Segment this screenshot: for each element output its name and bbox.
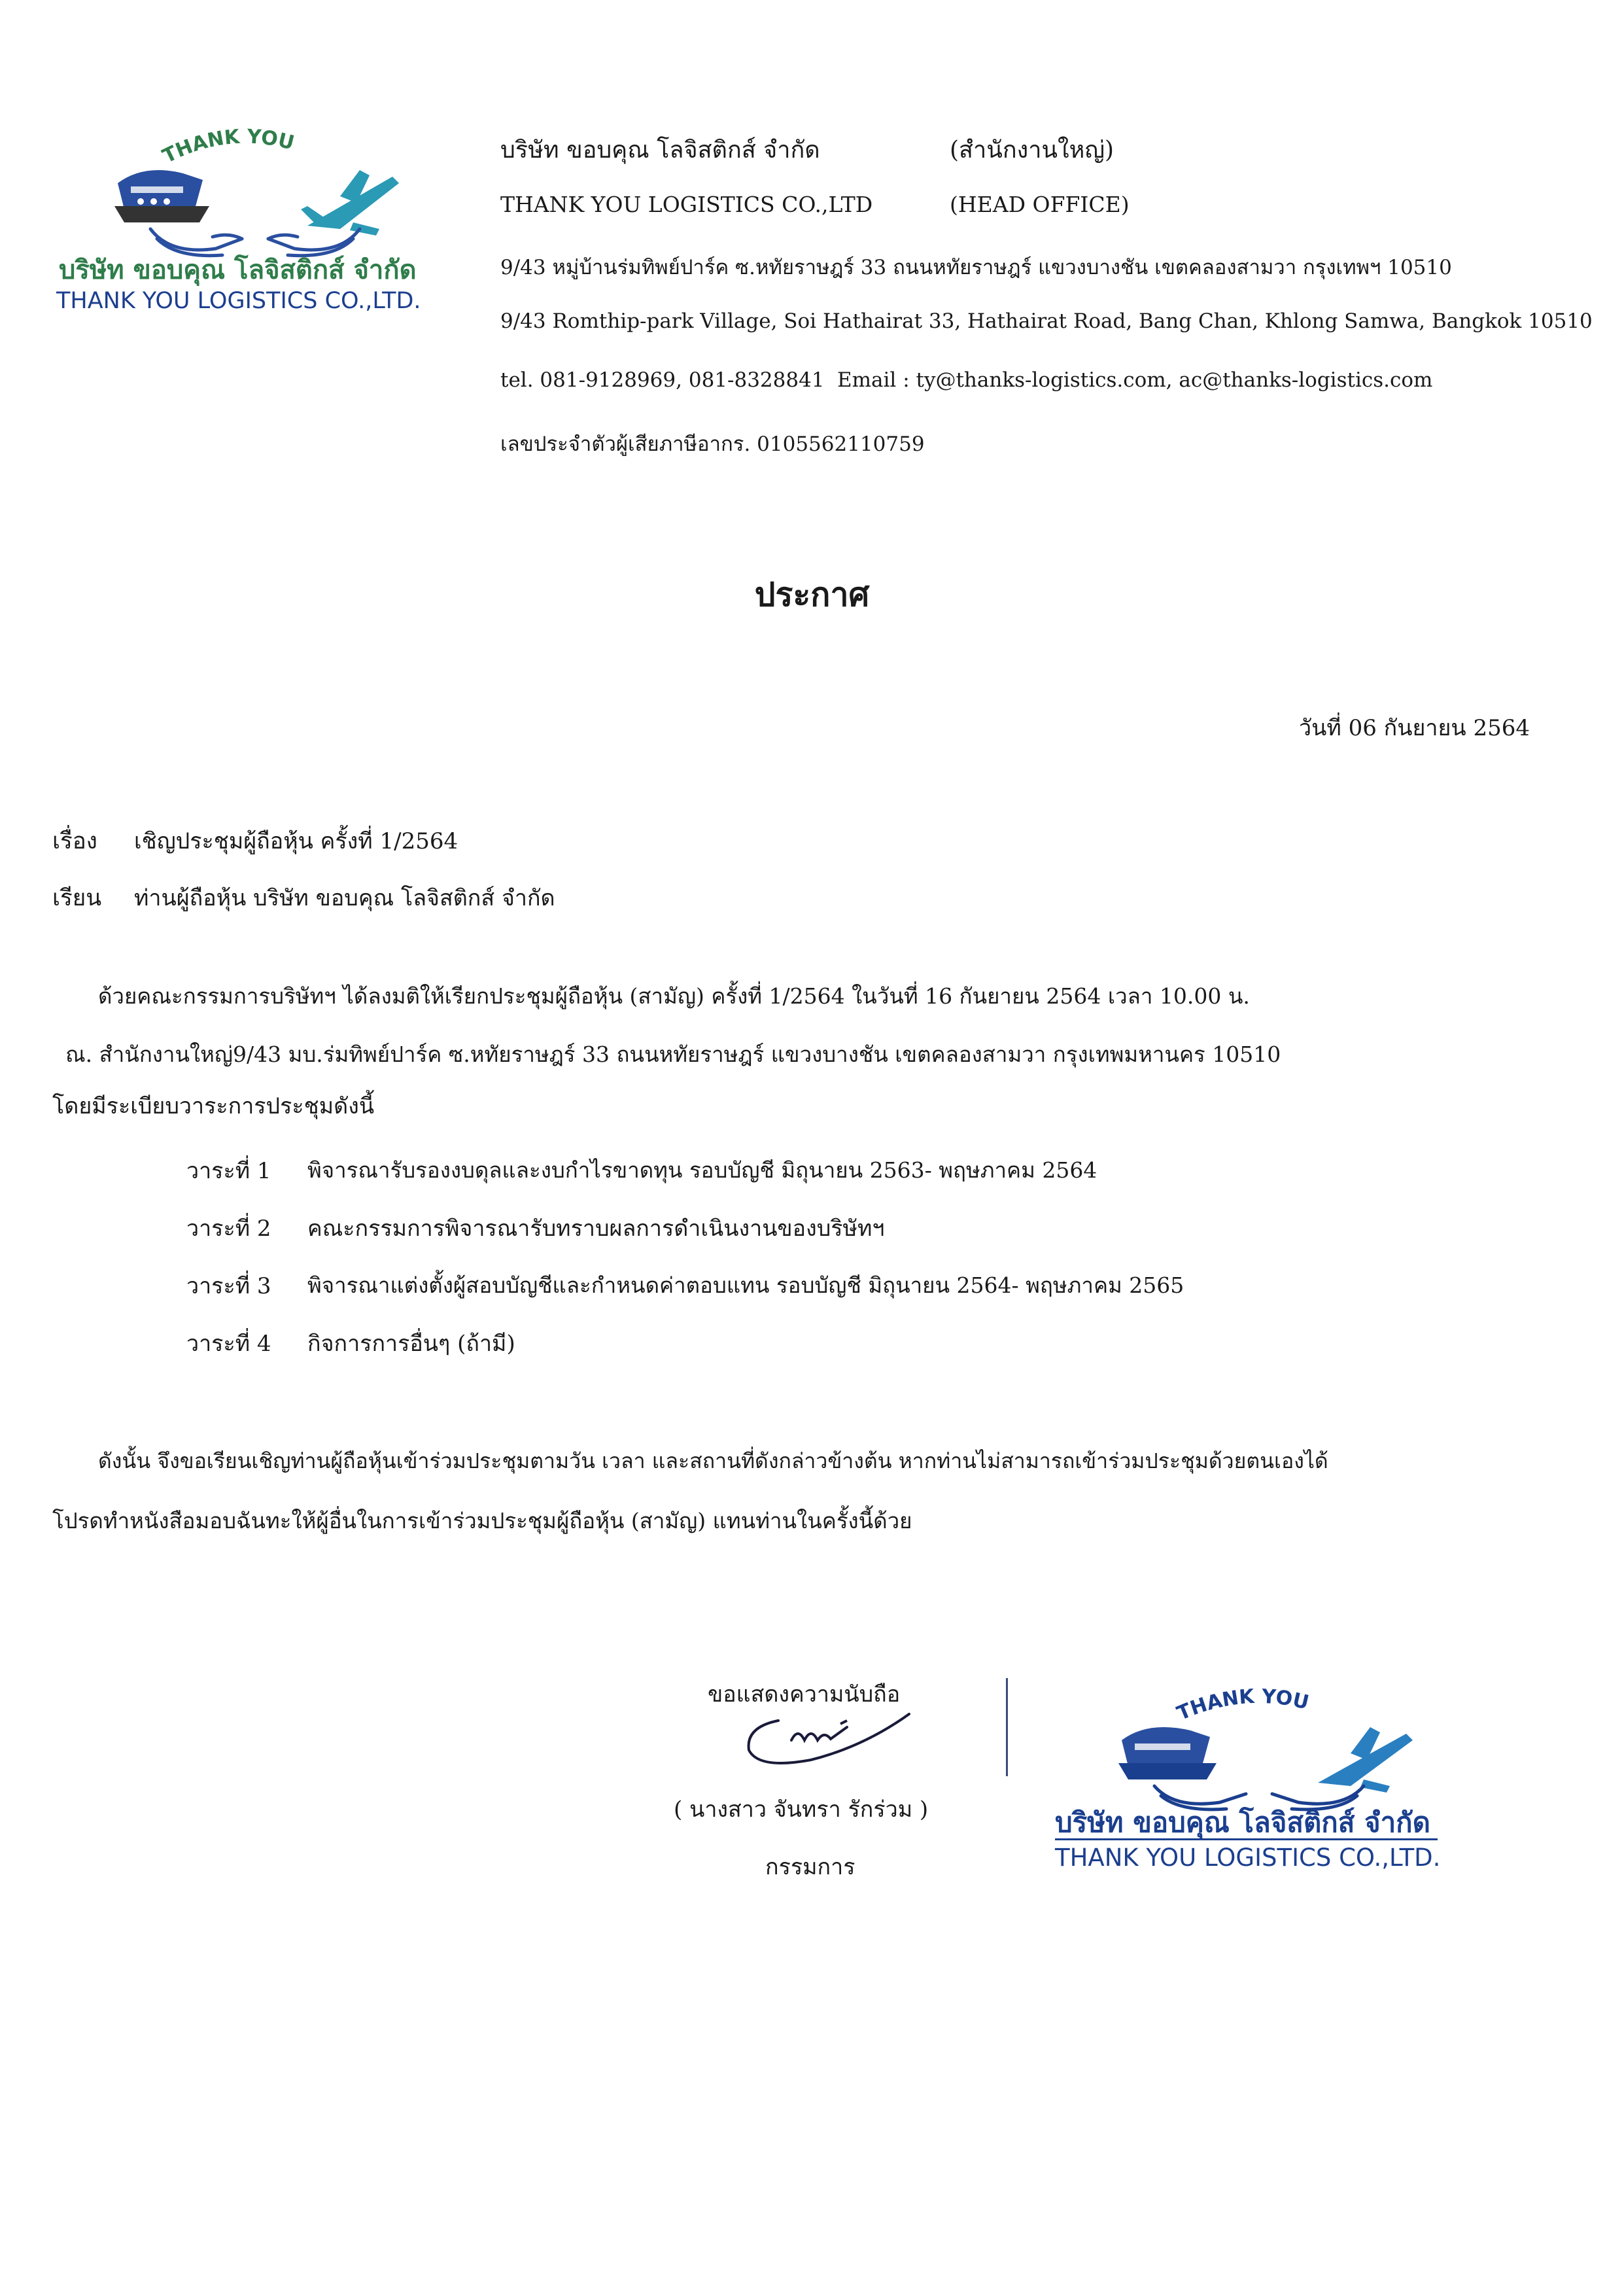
stamp-plane-icon (1318, 1727, 1413, 1793)
closing-line-2: โปรดทำหนังสือมอบฉันทะให้ผู้อื่นในการเข้าร่วมประชุมผู้ถือหุ้น (สามัญ) แทนท่านในครั้งนี้ด้วย (52, 1508, 912, 1533)
svg-text:THANK YOU (159, 126, 296, 168)
header-company-th: บริษัท ขอบคุณ โลจิสติกส์ จำกัด (500, 137, 820, 164)
header-head-office-en: (HEAD OFFICE) (950, 192, 1130, 217)
header-company-en: THANK YOU LOGISTICS CO.,LTD (500, 192, 873, 217)
logo-banner-text: THANK YOU (159, 125, 297, 168)
recipient-label: เรียน (52, 885, 102, 911)
intro-line-2: ณ. สำนักงานใหญ่9/43 มบ.ร่มทิพย์ปาร์ค ซ.หทัยราษฎร์ 33 ถนนหทัยราษฎร์ แขวงบางชัน เขตคลองสามวา กรุงเทพมหานคร 10510 (65, 1042, 1281, 1067)
agenda-text-3: พิจารณาแต่งตั้งผู้สอบบัญชีและกำหนดค่าตอบแทน รอบบัญชี มิถุนายน 2564- พฤษภาคม 2565 (307, 1272, 1184, 1298)
signature-respect: ขอแสดงความนับถือ (708, 1681, 901, 1708)
logo-name-en: THANK YOU LOGISTICS CO.,LTD. (56, 288, 421, 314)
header-tax-id: เลขประจำตัวผู้เสียภาษีอากร. 0105562110759 (500, 432, 925, 456)
stamp-name-th: บริษัท ขอบคุณ โลจิสติกส์ จำกัด (1055, 1806, 1430, 1838)
document-date: วันที่ 06 กันยายน 2564 (1299, 715, 1530, 741)
intro-line-1: ด้วยคณะกรรมการบริษัทฯ ได้ลงมติให้เรียกประชุมผู้ถือหุ้น (สามัญ) ครั้งที่ 1/2564 ในวันที่ 16 กันยายน 2564 เวลา 10.00 น. (98, 983, 1250, 1009)
agenda-text-2: คณะกรรมการพิจารณารับทราบผลการดำเนินงานของบริษัทฯ (307, 1216, 885, 1242)
agenda-no-3: วาระที่ 3 (186, 1273, 271, 1299)
company-stamp (1050, 1681, 1442, 1884)
header-email: Email : ty@thanks-logistics.com, ac@thanks-logistics.com (837, 368, 1433, 392)
agenda-no-4: วาระที่ 4 (186, 1331, 271, 1357)
document-title: ประกาศ (754, 575, 870, 614)
logo-graphic-icon (52, 124, 419, 262)
signature-divider (1006, 1678, 1008, 1776)
company-logo-top (52, 124, 419, 327)
subject-label: เรื่อง (52, 828, 97, 854)
agenda-no-2: วาระที่ 2 (186, 1216, 271, 1242)
logo-name-th: บริษัท ขอบคุณ โลจิสติกส์ จำกัด (59, 254, 417, 285)
plane-icon (301, 170, 399, 236)
signatory-name: ( นางสาว จันทรา รักร่วม ) (674, 1796, 929, 1823)
signature-graphic-icon (733, 1701, 929, 1779)
agenda-text-1: พิจารณารับรองงบดุลและงบกำไรขาดทุน รอบบัญชี มิถุนายน 2563- พฤษภาคม 2564 (307, 1157, 1097, 1183)
signatory-position: กรรมการ (765, 1854, 855, 1880)
stamp-graphic-icon (1050, 1681, 1442, 1812)
stamp-banner-text: THANK YOU (1173, 1685, 1311, 1726)
stamp-underline (1055, 1838, 1438, 1840)
svg-text:THANK YOU (1174, 1685, 1311, 1725)
stamp-ship-icon (1118, 1727, 1217, 1779)
header-head-office-th: (สำนักงานใหญ่) (950, 137, 1114, 164)
intro-line-3: โดยมีระเบียบวาระการประชุมดังนี้ (52, 1093, 375, 1119)
agenda-text-4: กิจการการอื่นๆ (ถ้ามี) (307, 1331, 515, 1357)
closing-line-1: ดังนั้น จึงขอเรียนเชิญท่านผู้ถือหุ้นเข้าร่วมประชุมตามวัน เวลา และสถานที่ดังกล่าวข้างต้น หากท่านไม่สามารถเข้าร่วมประชุมด้วยตนเองได้ (98, 1448, 1328, 1473)
header-address-en: 9/43 Romthip-park Village, Soi Hathairat 33, Hathairat Road, Bang Chan, Khlong Samwa, Bangkok 10510 (500, 309, 1593, 333)
subject-text: เชิญประชุมผู้ถือหุ้น ครั้งที่ 1/2564 (134, 828, 458, 854)
ship-icon (114, 170, 209, 222)
agenda-no-1: วาระที่ 1 (186, 1158, 271, 1184)
recipient-text: ท่านผู้ถือหุ้น บริษัท ขอบคุณ โลจิสติกส์ จำกัด (134, 885, 555, 911)
header-address-th: 9/43 หมู่บ้านร่มทิพย์ปาร์ค ซ.หทัยราษฎร์ 33 ถนนหทัยราษฎร์ แขวงบางชัน เขตคลองสามวา กรุงเทพฯ 10510 (500, 256, 1452, 279)
stamp-name-en: THANK YOU LOGISTICS CO.,LTD. (1055, 1844, 1441, 1872)
header-tel: tel. 081-9128969, 081-8328841 (500, 368, 825, 392)
